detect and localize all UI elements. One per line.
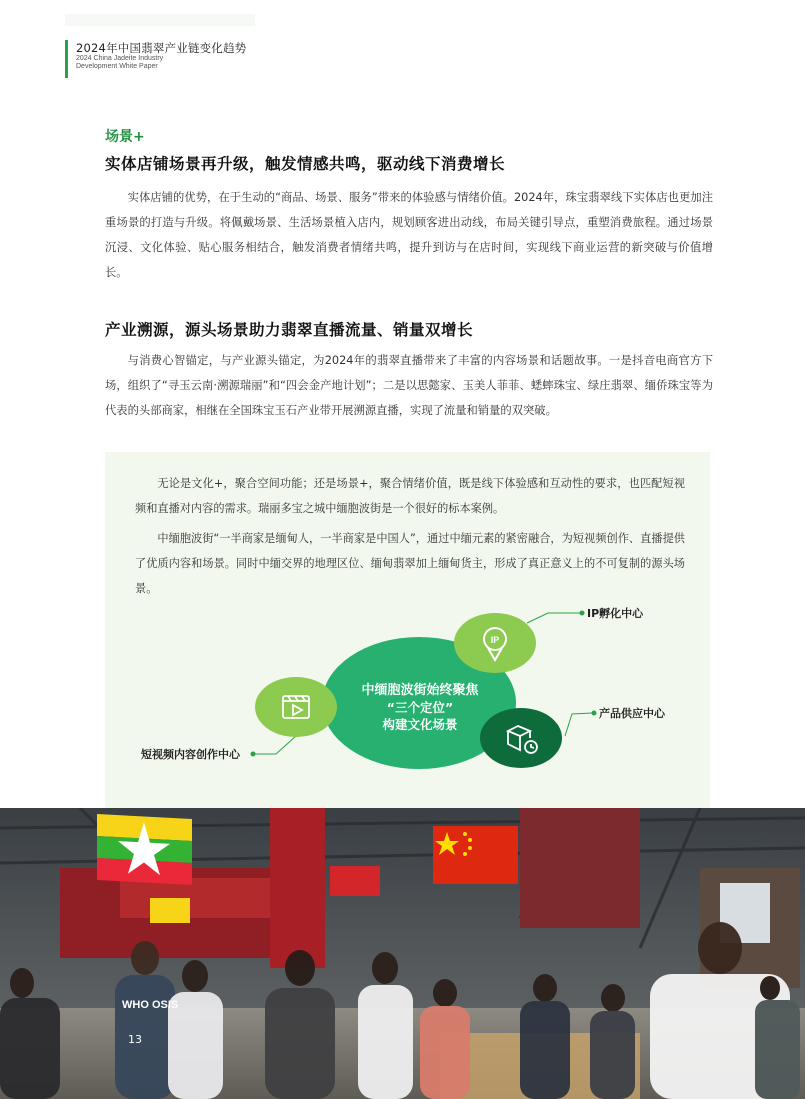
section1-paragraph: 实体店铺的优势，在于生动的“商品、场景、服务”带来的体验感与情绪价值。2024年，珠宝翡翠线下实体店也更加注重场景的打造与升级。将佩戴场景、生活场景植入店内，规划顾客进出动线，布局关键引导点，重塑消费旅程。通过场景沉浸、文化体验、贴心服务相结合，触发消费者情绪共鸣，提升到访与在店时间，实现线下商业运营的新突破与价值增长。 (105, 191, 713, 279)
report-subtitle-line1: 2024 China Jadeite Industry (76, 55, 164, 62)
ip-icon-text: IP (490, 635, 500, 645)
section1-heading: 实体店铺场景再升级，触发情感共鸣，驱动线下消费增长 (105, 155, 506, 173)
center-text-line2: “三个定位” (386, 700, 454, 715)
video-connector-line (255, 736, 296, 754)
section2-paragraph: 与消费心智锚定，与产业源头锚定，为2024年的翡翠直播带来了丰富的内容场景和话题故事。一是抖音电商官方下场，组织了“寻玉云南·溯源瑞丽”和“四会金产地计划”；二是以思懿家、玉美人菲菲、蟋蟀珠宝、绿庄翡翠、缅侨珠宝等为代表的头部商家，相继在全国珠宝玉石产业带开展溯源直播，实现了流量和销量的双突破。 (105, 354, 713, 417)
ip-connector-line (527, 613, 580, 623)
section-kicker: 场景+ (105, 129, 145, 145)
supply-connector-line (565, 713, 592, 736)
market-scene-illustration (0, 808, 805, 1099)
page-number: 13 (128, 1033, 142, 1046)
shirt-text: WHO OSIS (122, 999, 179, 1011)
section2-heading: 产业溯源，源头场景助力翡翠直播流量、销量双增长 (105, 321, 474, 339)
callout-paragraph-1: 无论是文化+，聚合空间功能；还是场景+，聚合情绪价值，既是线下体验感和互动性的要求，也匹配短视频和直播对内容的需求。瑞丽多宝之城中缅胞波街是一个很好的标本案例。 (135, 477, 685, 515)
small-china-flag-icon (330, 866, 380, 896)
report-title: 2024年中国翡翠产业链变化趋势 (76, 41, 247, 55)
supply-node-circle (480, 708, 562, 768)
center-text-line1: 中缅胞波街始终聚焦 (361, 683, 479, 698)
center-text-line3: 构建文化场景 (382, 717, 458, 732)
small-myanmar-flag-icon (150, 898, 190, 923)
ip-incubation-label: IP孵化中心 (587, 607, 644, 620)
myanmar-flag-icon (97, 814, 192, 885)
video-connector-dot (251, 752, 256, 757)
supply-connector-dot (592, 711, 597, 716)
china-flag-icon (433, 826, 518, 884)
product-supply-label: 产品供应中心 (599, 707, 665, 720)
callout-paragraph-2: 中缅胞波街“一半商家是缅甸人，一半商家是中国人”，通过中缅元素的紧密融合，为短视频创作、直播提供了优质内容和场景。同时中缅交界的地理区位、缅甸翡翠加上缅甸货主，形成了真正意义上的不可复制的源头场景。 (135, 532, 685, 595)
short-video-label: 短视频内容创作中心 (141, 748, 240, 761)
report-subtitle-line2: Development White Paper (76, 63, 158, 70)
market-street-photo (0, 808, 805, 1099)
ip-connector-dot (580, 611, 585, 616)
